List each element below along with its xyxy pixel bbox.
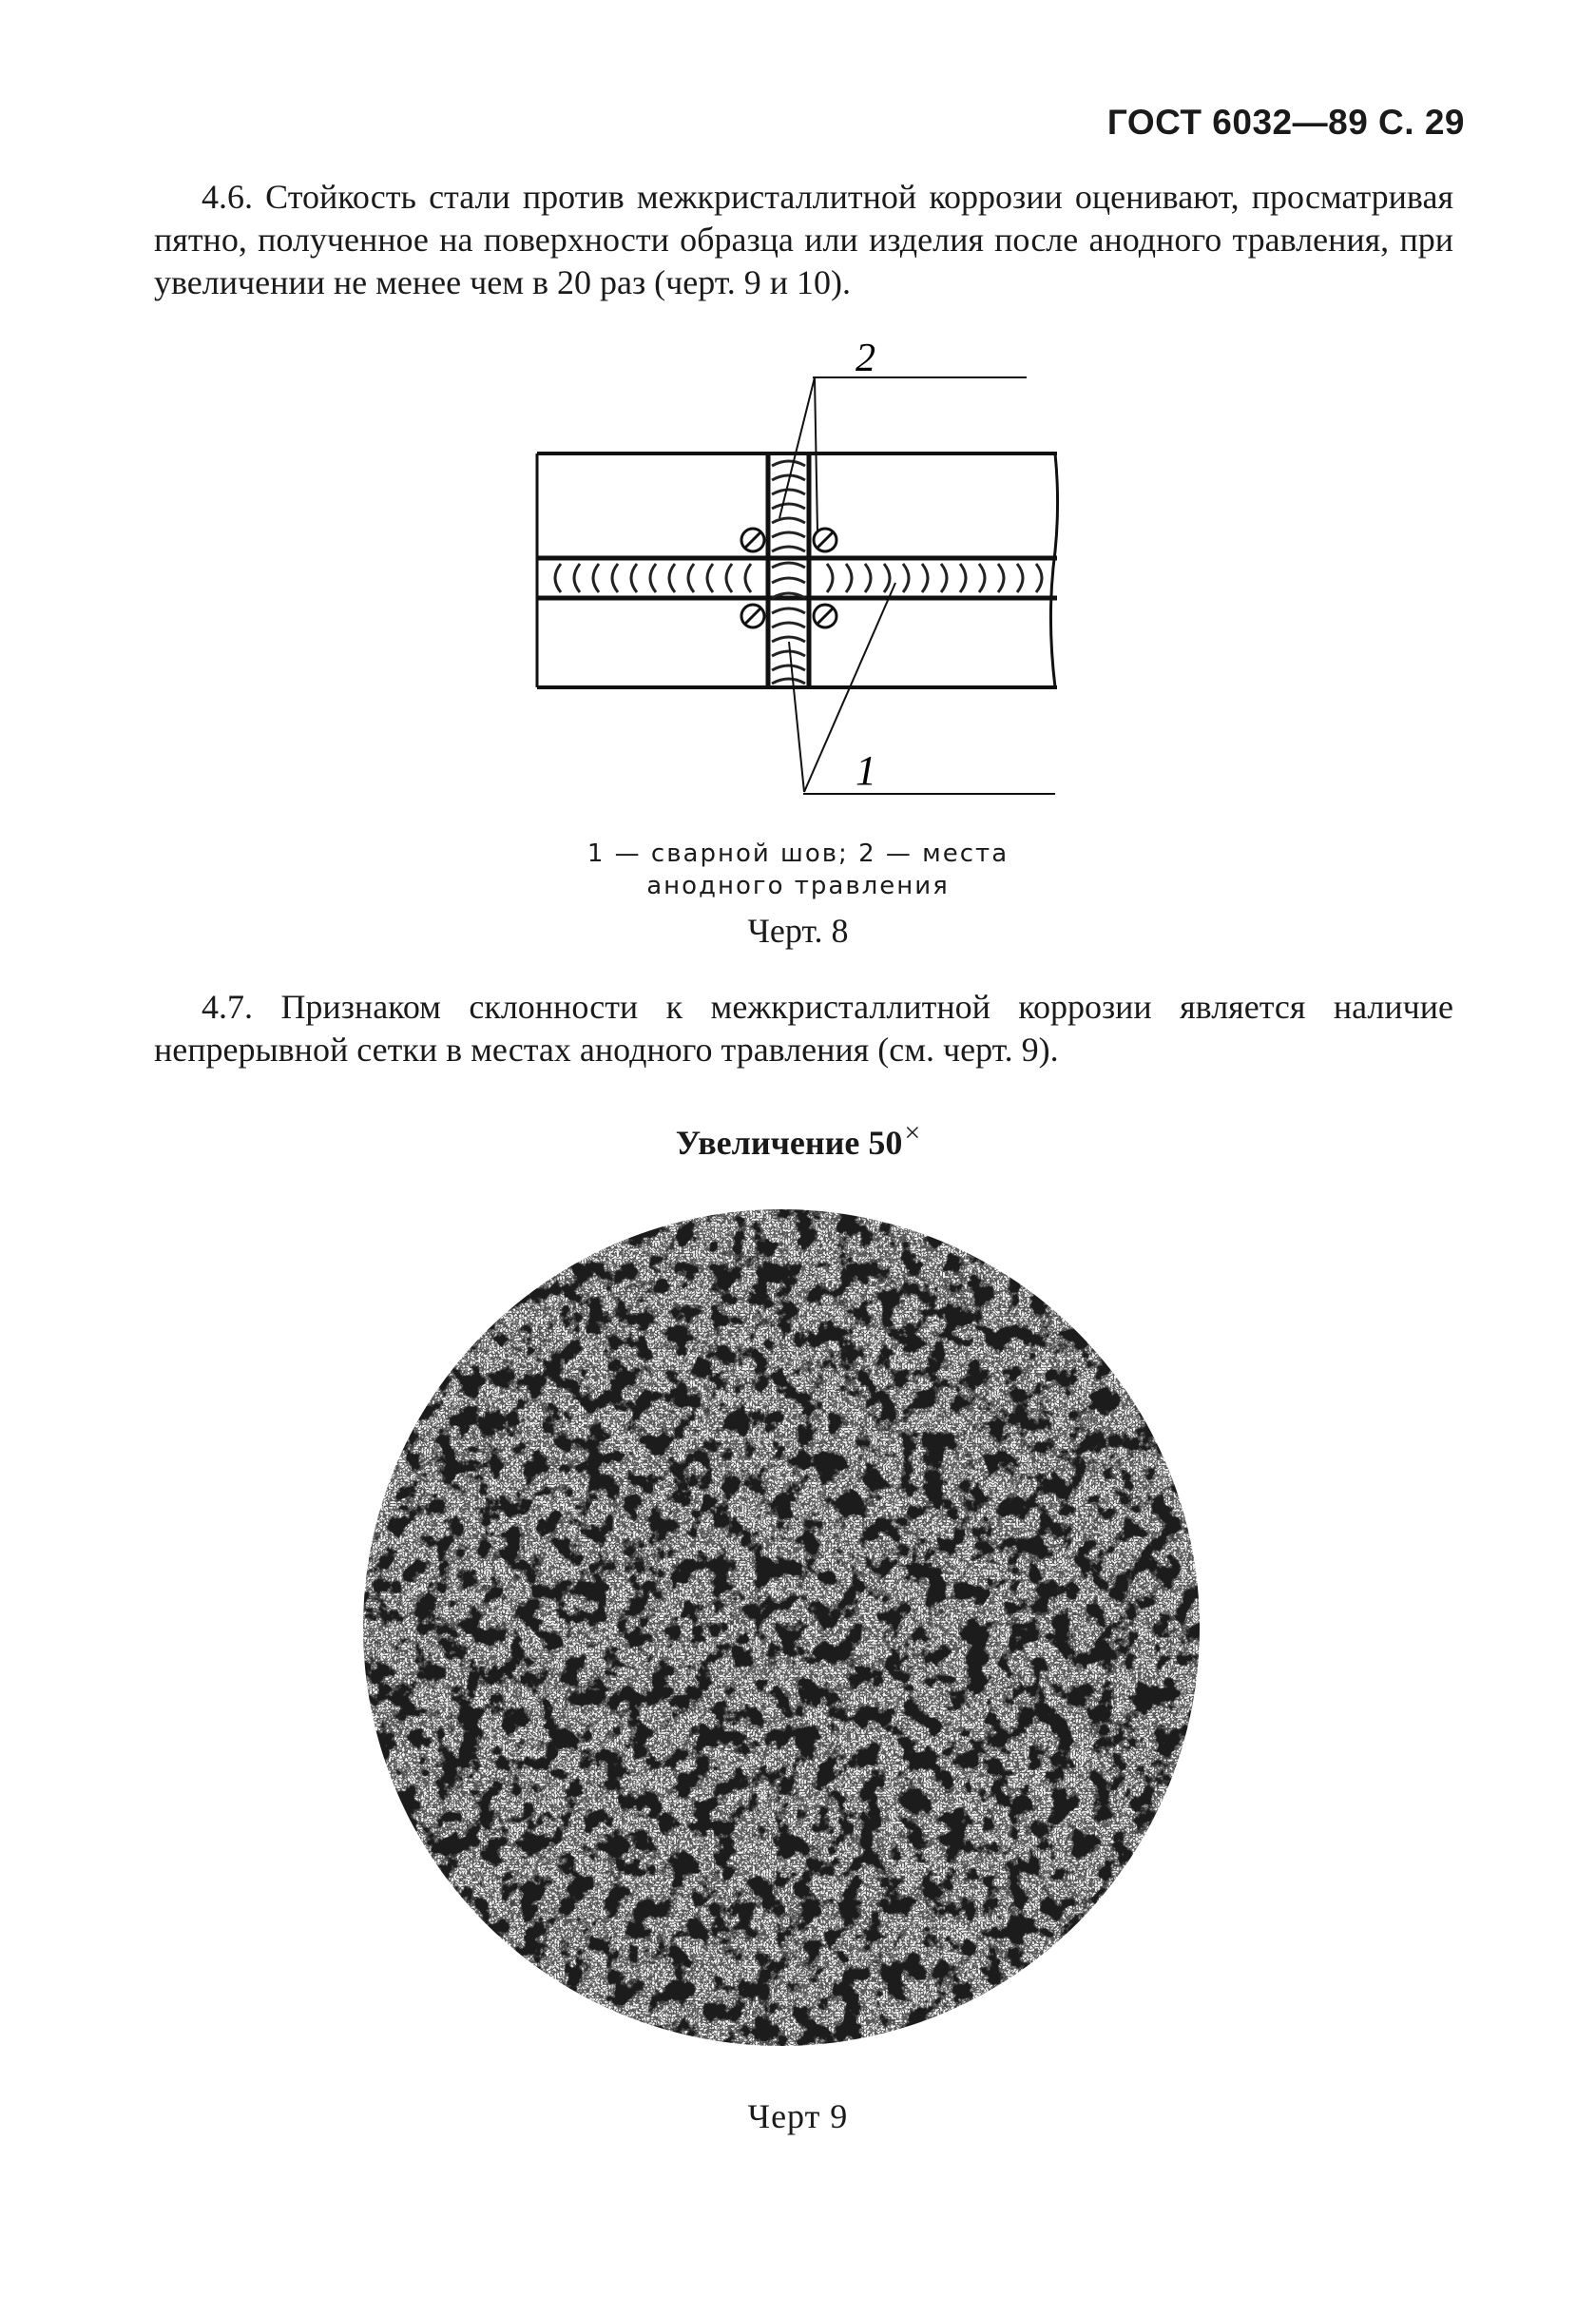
- section-text: Признаком склонности к межкристаллитной коррозии является наличие непрерывной сетки в местах анодного травления (см. черт. 9).: [154, 988, 1453, 1069]
- magnification-sign: ×: [904, 1117, 921, 1148]
- section-number: 4.7.: [202, 988, 253, 1026]
- label-1: 1: [856, 747, 876, 794]
- section-text: Стойкость стали против межкристаллитной коррозии оценивают, просматривая пятно, полученное на поверхности образца или изделия после анодного травления, при увеличении не менее чем в 20 раз (черт. 9 и 10).: [154, 178, 1453, 301]
- figure8-legend-line1: 1 — сварной шов; 2 — места: [586, 839, 1010, 868]
- magnification-text: Увеличение 50: [675, 1124, 903, 1162]
- section-4-6: [154, 176, 1453, 304]
- label-2: 2: [856, 337, 875, 380]
- figure8-caption: Черт. 8: [747, 912, 849, 950]
- page-header: ГОСТ 6032—89 С. 29: [1106, 103, 1465, 142]
- section-4-7: [154, 986, 1453, 1071]
- figure8-legend-line2: анодного травления: [646, 872, 950, 900]
- weld-diagram: [494, 328, 1074, 813]
- figure9-caption: Черт 9: [747, 2097, 849, 2135]
- magnification-label: [0, 1117, 1596, 1163]
- micrograph-circle: [354, 1200, 1209, 2055]
- section-number: 4.6.: [202, 178, 253, 216]
- vertical-weld-seam: [768, 453, 809, 687]
